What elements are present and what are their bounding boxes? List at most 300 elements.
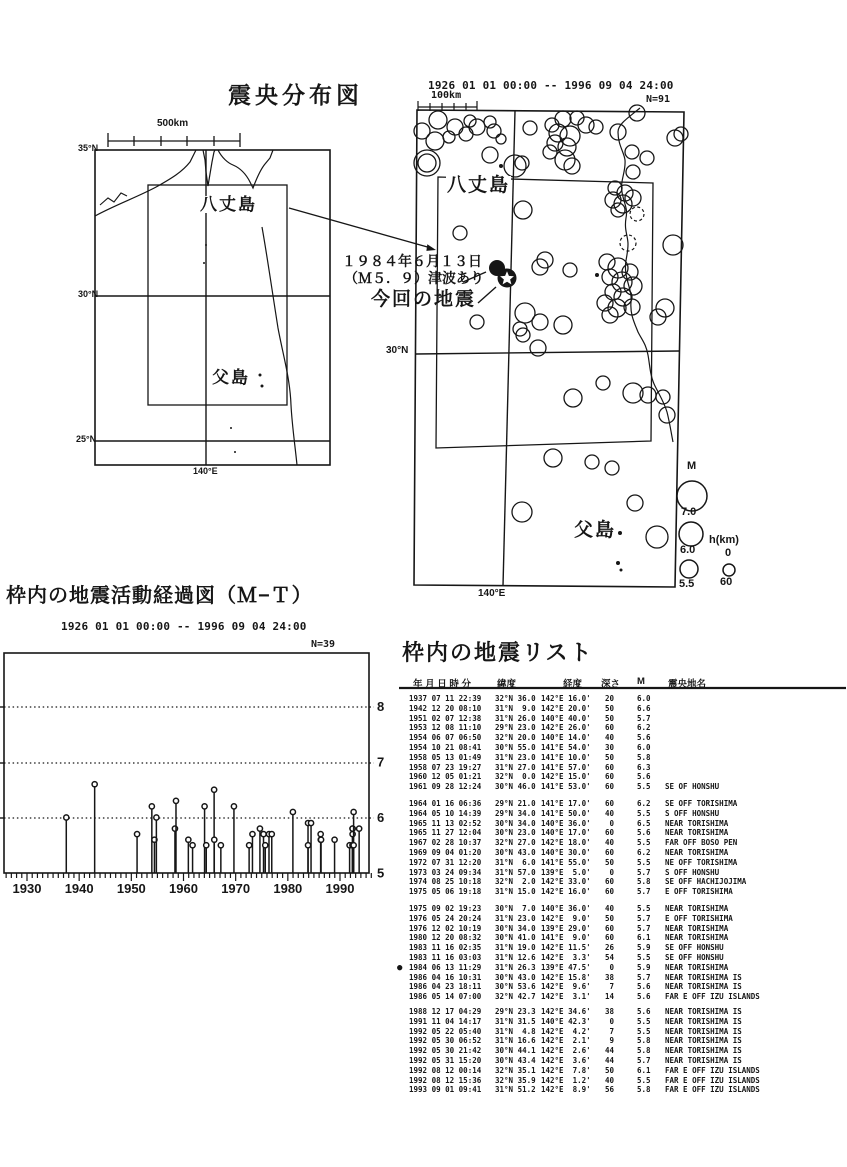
cell-latitude: 32°N 0.0: [495, 772, 536, 782]
cell-longitude: 139°E 29.0': [541, 923, 591, 933]
cell-depth: 60: [604, 887, 614, 897]
cell-longitude: 141°E 17.0': [541, 799, 591, 808]
cell-region: NEAR TORISHIMA IS: [665, 1036, 742, 1046]
cell-latitude: 29°N 34.0: [495, 808, 536, 818]
mt-event-dot: [351, 843, 356, 848]
cell-latitude: 31°N 12.6: [495, 953, 536, 962]
cell-latitude: 31°N 6.0: [495, 857, 536, 867]
cell-longitude: 142°E 9.6': [541, 982, 591, 992]
cell-magnitude: 6.3: [637, 762, 651, 772]
cell-latitude: 31°N 19.0: [495, 943, 536, 953]
cell-magnitude: 5.7: [637, 887, 651, 897]
epicenter-circle: [555, 150, 575, 170]
cell-depth: 44: [604, 1046, 614, 1056]
cell-latitude: 31°N 27.0: [495, 762, 536, 772]
cell-depth: 50: [604, 703, 614, 713]
cell-latitude: 31°N 15.0: [495, 887, 536, 897]
cell-latitude: 30°N 34.0: [495, 923, 536, 933]
cell-magnitude: 5.5: [637, 904, 651, 913]
cell-latitude: 31°N 51.2: [495, 1085, 536, 1095]
cell-longitude: 139°E 5.0': [541, 867, 591, 877]
map-lon-140e: 140°E: [478, 588, 506, 599]
cell-datetime: 1992 08 12 15:36: [409, 1075, 482, 1085]
mt-event-dot: [218, 843, 223, 848]
cell-longitude: 142°E 3.1': [541, 992, 591, 1002]
cell-latitude: 31°N 26.3: [495, 962, 536, 972]
mt-event-dot: [149, 804, 154, 809]
mt-event-dot: [261, 832, 266, 837]
cell-longitude: 141°E 57.0': [541, 762, 591, 772]
island-mark: [618, 531, 622, 535]
coastline: [95, 150, 196, 216]
cell-latitude: 30°N 44.1: [495, 1046, 536, 1056]
epicenter-circle: [532, 314, 548, 330]
header-longitude: 経度: [563, 679, 583, 690]
cell-depth: 9: [609, 1036, 614, 1046]
legend-m70: 7.0: [681, 506, 697, 518]
cell-depth: 0: [609, 962, 614, 972]
header-latitude: 緯度: [497, 679, 517, 690]
cell-datetime: 1991 11 04 14:17: [409, 1016, 482, 1026]
epicenter-circle: [674, 127, 688, 141]
cell-depth: 30: [604, 743, 614, 752]
page-title: 震央分布図: [228, 82, 363, 108]
cell-region: FAR E OFF IZU ISLANDS: [665, 1075, 760, 1085]
cell-magnitude: 5.7: [637, 713, 651, 723]
mt-event-dot: [134, 832, 139, 837]
cell-longitude: 141°E 50.0': [541, 808, 591, 818]
cell-region: SE OFF HACHIJOJIMA: [665, 877, 747, 887]
mt-x-label: 1950: [116, 881, 146, 896]
cell-latitude: 30°N 41.0: [495, 933, 536, 943]
legend-h-title: h(km): [709, 534, 739, 546]
epicenter-circle: [558, 138, 576, 156]
map-label-chichijima: 父島: [574, 520, 617, 541]
epicenter-circle: [599, 254, 615, 270]
mt-event-dot: [263, 843, 268, 848]
mt-chart-count: N=39: [311, 639, 336, 650]
mt-event-dot: [269, 832, 274, 837]
cell-datetime: 1986 04 23 18:11: [409, 982, 482, 992]
cell-magnitude: 5.8: [637, 752, 651, 762]
cell-datetime: 1960 12 05 01:21: [409, 772, 482, 782]
annotation-current-quake: 今回の地震: [371, 289, 477, 310]
epicenter-circle: [585, 455, 599, 469]
header-datetime: 年 月 日 時 分: [413, 679, 472, 690]
cell-latitude: 32°N 35.1: [495, 1065, 536, 1075]
small-map-scalebar: [108, 133, 240, 147]
cell-latitude: 30°N 43.4: [495, 1056, 536, 1065]
cell-datetime: 1953 12 08 11:10: [409, 723, 482, 733]
mt-event-dot: [173, 798, 178, 803]
cell-longitude: 142°E 26.0': [541, 723, 591, 733]
island-mark: [499, 164, 503, 168]
cell-latitude: 31°N 23.0: [495, 913, 536, 923]
cell-longitude: 142°E 11.5': [541, 943, 591, 953]
mt-event-dot: [305, 843, 310, 848]
cell-depth: 60: [604, 828, 614, 838]
cell-latitude: 31°N 31.5: [495, 1016, 536, 1026]
mt-y-label: 8: [377, 699, 385, 714]
cell-depth: 40: [604, 808, 614, 818]
cell-depth: 60: [604, 723, 614, 733]
cell-depth: 50: [604, 1065, 614, 1075]
cell-magnitude: 5.7: [637, 1056, 651, 1065]
cell-datetime: 1969 09 04 01:20: [409, 848, 482, 857]
cell-depth: 38: [604, 972, 614, 982]
mt-event-dot: [154, 815, 159, 820]
cell-latitude: 30°N 46.0: [495, 782, 536, 792]
epicenter-circle: [482, 147, 498, 163]
cell-datetime: 1972 07 31 12:20: [409, 857, 482, 867]
mt-event-dot: [212, 787, 217, 792]
cell-latitude: 30°N 7.0: [495, 904, 536, 913]
small-map-hachijojima: 八丈島: [200, 195, 257, 214]
epicenter-circle: [514, 201, 532, 219]
mt-y-label: 5: [377, 865, 385, 881]
cell-region: E OFF TORISHIMA: [665, 887, 733, 897]
cell-latitude: 31°N 4.8: [495, 1026, 536, 1036]
cell-longitude: 140°E 17.0': [541, 828, 591, 838]
epicenter-circle: [663, 235, 683, 255]
legend-circle-m55: [680, 560, 698, 578]
map-count: N=91: [646, 94, 671, 105]
epicenter-circle: [596, 376, 610, 390]
cell-magnitude: 5.7: [637, 923, 651, 933]
map-label-hachijojima: 八丈島: [447, 175, 511, 196]
mt-stems: [64, 782, 362, 873]
cell-latitude: 32°N 20.0: [495, 733, 536, 743]
epicenter-circle: [459, 127, 473, 141]
cell-magnitude: 5.5: [637, 1026, 651, 1036]
izu-peninsula-coast: [203, 150, 215, 186]
highlight-bullet-icon: ●: [397, 962, 403, 973]
cell-magnitude: 5.5: [637, 782, 651, 792]
epicenter-circle: [496, 134, 506, 144]
cell-datetime: 1965 11 13 02:52: [409, 818, 482, 828]
cell-region: FAR E OFF IZU ISLANDS: [665, 992, 760, 1002]
cell-datetime: 1954 06 07 06:50: [409, 733, 482, 743]
cell-region: NE OFF TORISHIMA: [665, 857, 738, 867]
cell-depth: 56: [604, 1085, 614, 1095]
cell-latitude: 30°N 23.0: [495, 828, 536, 838]
epicenter-circle: [625, 145, 639, 159]
cell-depth: 60: [604, 772, 614, 782]
epicenter-circle: [512, 502, 532, 522]
epicenter-circle: [547, 135, 563, 151]
cell-longitude: 141°E 55.0': [541, 857, 591, 867]
cell-longitude: 140°E 42.3': [541, 1016, 591, 1026]
cell-datetime: 1992 05 30 06:52: [409, 1036, 482, 1046]
cell-longitude: 142°E 1.2': [541, 1075, 591, 1085]
cell-latitude: 30°N 53.6: [495, 982, 536, 992]
cell-region: FAR E OFF IZU ISLANDS: [665, 1065, 760, 1075]
epicenter-circle: [629, 105, 645, 121]
cell-longitude: 142°E 15.8': [541, 972, 591, 982]
cell-region: SE OFF HONSHU: [665, 943, 724, 953]
cell-datetime: 1958 05 13 01:49: [409, 752, 482, 762]
mt-event-dot: [350, 832, 355, 837]
cell-datetime: 1967 02 28 10:37: [409, 838, 482, 848]
cell-longitude: 140°E 36.0': [541, 818, 591, 828]
cell-depth: 0: [609, 867, 614, 877]
epicenter-circle: [530, 340, 546, 356]
map-legend-circles: [677, 481, 735, 578]
cell-region: FAR E OFF IZU ISLANDS: [665, 1085, 760, 1095]
cell-datetime: 1980 12 20 08:32: [409, 933, 482, 943]
cell-depth: 60: [604, 762, 614, 772]
mt-y-label: 6: [377, 810, 385, 825]
cell-depth: 0: [609, 1016, 614, 1026]
legend-h-top: 0: [725, 547, 732, 559]
epicenter-circle: [564, 158, 580, 174]
mt-x-label: 1970: [221, 881, 251, 896]
cell-latitude: 30°N 55.0: [495, 743, 536, 752]
cell-region: NEAR TORISHIMA: [665, 818, 729, 828]
epicenter-circle: [614, 288, 632, 306]
mt-event-dot: [172, 826, 177, 831]
cell-longitude: 141°E 10.0': [541, 752, 591, 762]
epicenter-circle: [554, 316, 572, 334]
cell-latitude: 31°N 57.0: [495, 867, 536, 877]
cell-datetime: 1992 08 12 00:14: [409, 1065, 482, 1075]
island-mark: [616, 561, 620, 565]
cell-datetime: 1992 05 22 05:40: [409, 1026, 482, 1036]
mt-event-dot: [290, 809, 295, 814]
cell-magnitude: 6.1: [637, 1065, 651, 1075]
cell-latitude: 30°N 43.0: [495, 848, 536, 857]
cell-datetime: 1965 11 27 12:04: [409, 828, 482, 838]
cell-magnitude: 5.5: [637, 857, 651, 867]
cell-longitude: 142°E 8.9': [541, 1085, 591, 1095]
cell-depth: 60: [604, 782, 614, 792]
cell-longitude: 142°E 16.0': [541, 694, 591, 703]
cell-magnitude: 5.6: [637, 733, 651, 743]
epicenter-circle: [453, 226, 467, 240]
mt-event-dot: [332, 837, 337, 842]
large-map-selection-box: [436, 177, 653, 448]
cell-longitude: 140°E 36.0': [541, 904, 591, 913]
cell-region: NEAR TORISHIMA: [665, 848, 729, 857]
epicenter-circle: [549, 124, 567, 142]
cell-longitude: 142°E 2.6': [541, 1046, 591, 1056]
island-mark: [595, 273, 599, 277]
cell-datetime: 1983 11 16 03:03: [409, 953, 482, 962]
cell-longitude: 140°E 14.0': [541, 733, 591, 743]
cell-longitude: 142°E 34.6': [541, 1007, 591, 1016]
cell-depth: 40: [604, 904, 614, 913]
mt-event-dot: [257, 826, 262, 831]
cell-datetime: 1984 06 13 11:29: [409, 962, 482, 972]
epicenter-circle: [418, 154, 436, 172]
cell-datetime: 1993 09 01 09:41: [409, 1085, 482, 1095]
cell-region: S OFF HONSHU: [665, 808, 720, 818]
cell-magnitude: 5.6: [637, 1007, 651, 1016]
small-map-island-dots: [200, 205, 264, 454]
cell-latitude: 31°N 23.0: [495, 752, 536, 762]
cell-latitude: 32°N 42.7: [495, 992, 536, 1002]
cell-latitude: 32°N 36.0: [495, 694, 536, 703]
mt-event-dot: [308, 820, 313, 825]
cell-datetime: 1976 12 02 10:19: [409, 923, 482, 933]
mt-x-label: 1990: [325, 881, 355, 896]
mt-event-dot: [204, 843, 209, 848]
cell-depth: 26: [604, 943, 614, 953]
cell-longitude: 142°E 16.0': [541, 887, 591, 897]
cell-datetime: 1954 10 21 08:41: [409, 743, 482, 752]
cell-depth: 50: [604, 752, 614, 762]
cell-magnitude: 5.8: [637, 877, 651, 887]
header-region: 震央地名: [668, 679, 707, 690]
cell-region: NEAR TORISHIMA: [665, 923, 729, 933]
mt-chart-period: 1926 01 01 00:00 -- 1996 09 04 24:00: [61, 620, 307, 633]
cell-datetime: 1983 11 16 02:35: [409, 943, 482, 953]
epicenter-circle: [640, 151, 654, 165]
cell-depth: 40: [604, 733, 614, 743]
cell-datetime: 1988 12 17 04:29: [409, 1007, 482, 1016]
legend-m-title: M: [687, 460, 697, 472]
cell-latitude: 31°N 26.0: [495, 713, 536, 723]
cell-datetime: 1986 04 16 10:31: [409, 972, 482, 982]
mt-chart-title: 枠内の地震活動経過図（Ｍ−Ｔ）: [6, 585, 313, 607]
epicenter-circle: [564, 389, 582, 407]
cell-datetime: 1975 05 06 19:18: [409, 887, 482, 897]
epicenter-circle: [611, 203, 625, 217]
cell-longitude: 142°E 20.0': [541, 703, 591, 713]
epicenter-circle: [544, 449, 562, 467]
cell-magnitude: 5.5: [637, 953, 651, 962]
small-map-lat-30n: 30°N: [78, 289, 99, 299]
cell-depth: 60: [604, 877, 614, 887]
mt-event-dot: [231, 804, 236, 809]
small-map-lat-25n: 25°N: [76, 434, 97, 444]
small-map-chichijima: 父島: [212, 368, 250, 387]
cell-latitude: 30°N 43.0: [495, 972, 536, 982]
cell-datetime: 1974 08 25 10:18: [409, 877, 482, 887]
mt-axis: [6, 699, 384, 896]
cell-longitude: 142°E 18.0': [541, 838, 591, 848]
cell-magnitude: 6.5: [637, 818, 651, 828]
cell-depth: 14: [604, 992, 614, 1002]
cell-magnitude: 5.5: [637, 808, 651, 818]
cell-region: NEAR TORISHIMA: [665, 828, 729, 838]
cell-datetime: 1973 03 24 09:34: [409, 867, 482, 877]
mt-event-dot: [186, 837, 191, 842]
cell-longitude: 139°E 47.5': [541, 962, 591, 972]
cell-region: NEAR TORISHIMA IS: [665, 1007, 742, 1016]
cell-region: NEAR TORISHIMA: [665, 962, 729, 972]
island-mark: [620, 569, 623, 572]
epicenter-circle: [589, 120, 603, 134]
mt-event-dot: [202, 804, 207, 809]
cell-magnitude: 5.7: [637, 913, 651, 923]
cell-magnitude: 5.8: [637, 1036, 651, 1046]
epicenter-circle: [563, 263, 577, 277]
cell-magnitude: 5.5: [637, 1016, 651, 1026]
map-scale-label: 100km: [431, 90, 462, 101]
cell-magnitude: 6.6: [637, 703, 651, 713]
cell-region: NEAR TORISHIMA: [665, 933, 729, 943]
cell-datetime: 1992 05 30 21:42: [409, 1046, 482, 1056]
cell-depth: 38: [604, 1007, 614, 1016]
legend-m55: 5.5: [679, 578, 695, 590]
cell-magnitude: 5.8: [637, 1085, 651, 1095]
cell-magnitude: 6.2: [637, 799, 651, 808]
cell-magnitude: 5.5: [637, 1075, 651, 1085]
cell-magnitude: 6.0: [637, 694, 651, 703]
map-lat-30n: 30°N: [386, 345, 409, 356]
annotation-date: １９８４年６月１３日: [342, 253, 482, 269]
mt-event-dot: [247, 843, 252, 848]
cell-longitude: 142°E 2.1': [541, 1036, 591, 1046]
trench-line-small: [262, 227, 297, 465]
cell-region: NEAR TORISHIMA IS: [665, 1056, 742, 1065]
cell-longitude: 142°E 7.8': [541, 1065, 591, 1075]
cell-magnitude: 5.6: [637, 772, 651, 782]
epicenter-circle-dashed: [630, 207, 644, 221]
cell-magnitude: 5.6: [637, 982, 651, 992]
cell-depth: 7: [609, 1026, 614, 1036]
cell-latitude: 31°N 16.6: [495, 1036, 536, 1046]
epicenter-circle: [464, 115, 476, 127]
epicenter-circle: [578, 117, 594, 133]
small-map-scale-label: 500km: [157, 118, 189, 129]
mt-event-dot: [190, 843, 195, 848]
cell-depth: 60: [604, 799, 614, 808]
cell-depth: 60: [604, 923, 614, 933]
map-period: 1926 01 01 00:00 -- 1996 09 04 24:00: [428, 79, 674, 92]
highlight-quakes: [489, 260, 517, 288]
legend-m60: 6.0: [680, 544, 696, 556]
epicenter-circle: [626, 165, 640, 179]
cell-longitude: 142°E 9.0': [541, 913, 591, 923]
header-depth: 深さ: [601, 679, 621, 690]
epicenter-circle: [429, 111, 447, 129]
cell-magnitude: 6.1: [637, 933, 651, 943]
annotation-magnitude-tsunami: （Ｍ５．９）津波あり: [344, 270, 484, 286]
cell-datetime: 1992 05 31 15:20: [409, 1056, 482, 1065]
small-map-lat-35n: 35°N: [78, 143, 99, 153]
cell-longitude: 141°E 9.0': [541, 933, 591, 943]
epicenter-circle: [659, 407, 675, 423]
cell-latitude: 29°N 23.0: [495, 723, 536, 733]
cell-datetime: 1961 09 28 12:24: [409, 782, 482, 792]
legend-h-bottom: 60: [720, 576, 733, 588]
cell-longitude: 142°E 4.2': [541, 1026, 591, 1036]
cell-depth: 54: [604, 953, 614, 962]
mt-y-label: 7: [377, 754, 385, 770]
cell-datetime: 1942 12 20 08:10: [409, 703, 482, 713]
cell-latitude: 32°N 2.0: [495, 877, 536, 887]
cell-latitude: 29°N 21.0: [495, 799, 536, 808]
mt-event-dot: [212, 837, 217, 842]
mt-event-dot: [92, 782, 97, 787]
mt-chart-frame: [0, 653, 384, 896]
mt-event-dot: [357, 826, 362, 831]
mt-event-dot: [318, 832, 323, 837]
mt-x-label: 1940: [64, 881, 94, 896]
cell-longitude: 142°E 3.6': [541, 1056, 591, 1065]
cell-datetime: 1986 05 14 07:00: [409, 992, 482, 1002]
small-index-map: [95, 133, 330, 465]
cell-region: NEAR TORISHIMA IS: [665, 1026, 742, 1036]
cell-region: S OFF HONSHU: [665, 867, 720, 877]
legend-circle-depth: [723, 564, 735, 576]
epicenter-circle: [484, 116, 496, 128]
cell-datetime: 1937 07 11 22:39: [409, 694, 482, 703]
cell-longitude: 142°E 3.3': [541, 953, 591, 962]
cell-region: NEAR TORISHIMA: [665, 904, 729, 913]
